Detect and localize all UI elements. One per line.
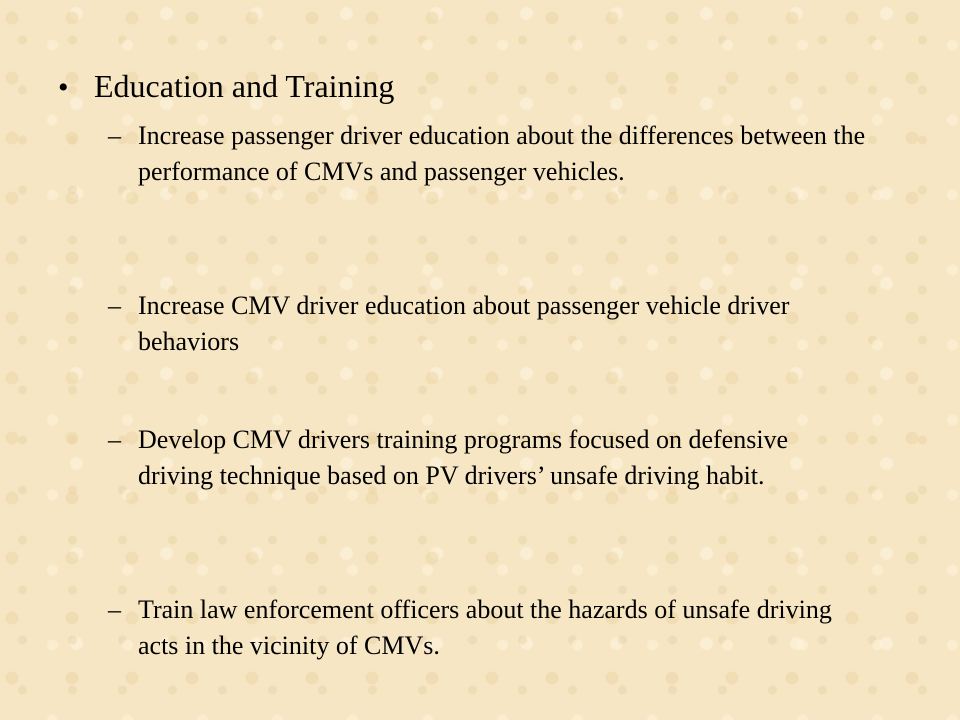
main-bullet [58, 66, 394, 106]
sub-bullet-item [108, 118, 868, 190]
bullet-icon: • [58, 71, 69, 104]
sub-bullet-text: Develop CMV drivers training programs focused on defensive driving technique based on PV drivers’ unsafe driving habit. [138, 425, 789, 490]
sub-bullet-item [108, 592, 868, 664]
sub-bullet-text: Increase passenger driver education about the differences between the performance of CMVs and passenger vehicles. [138, 121, 866, 186]
sub-bullet-text: Train law enforcement officers about the hazards of unsafe driving acts in the vicinity of CMVs. [138, 595, 832, 660]
sub-bullet-text: Increase CMV driver education about passenger vehicle driver behaviors [138, 291, 790, 356]
dash-icon: – [108, 425, 121, 454]
sub-bullet-item [108, 288, 868, 360]
dash-icon: – [108, 121, 121, 150]
section-heading: Education and Training [94, 68, 395, 104]
dash-icon: – [108, 291, 121, 320]
sub-bullet-item [108, 422, 868, 494]
dash-icon: – [108, 595, 121, 624]
